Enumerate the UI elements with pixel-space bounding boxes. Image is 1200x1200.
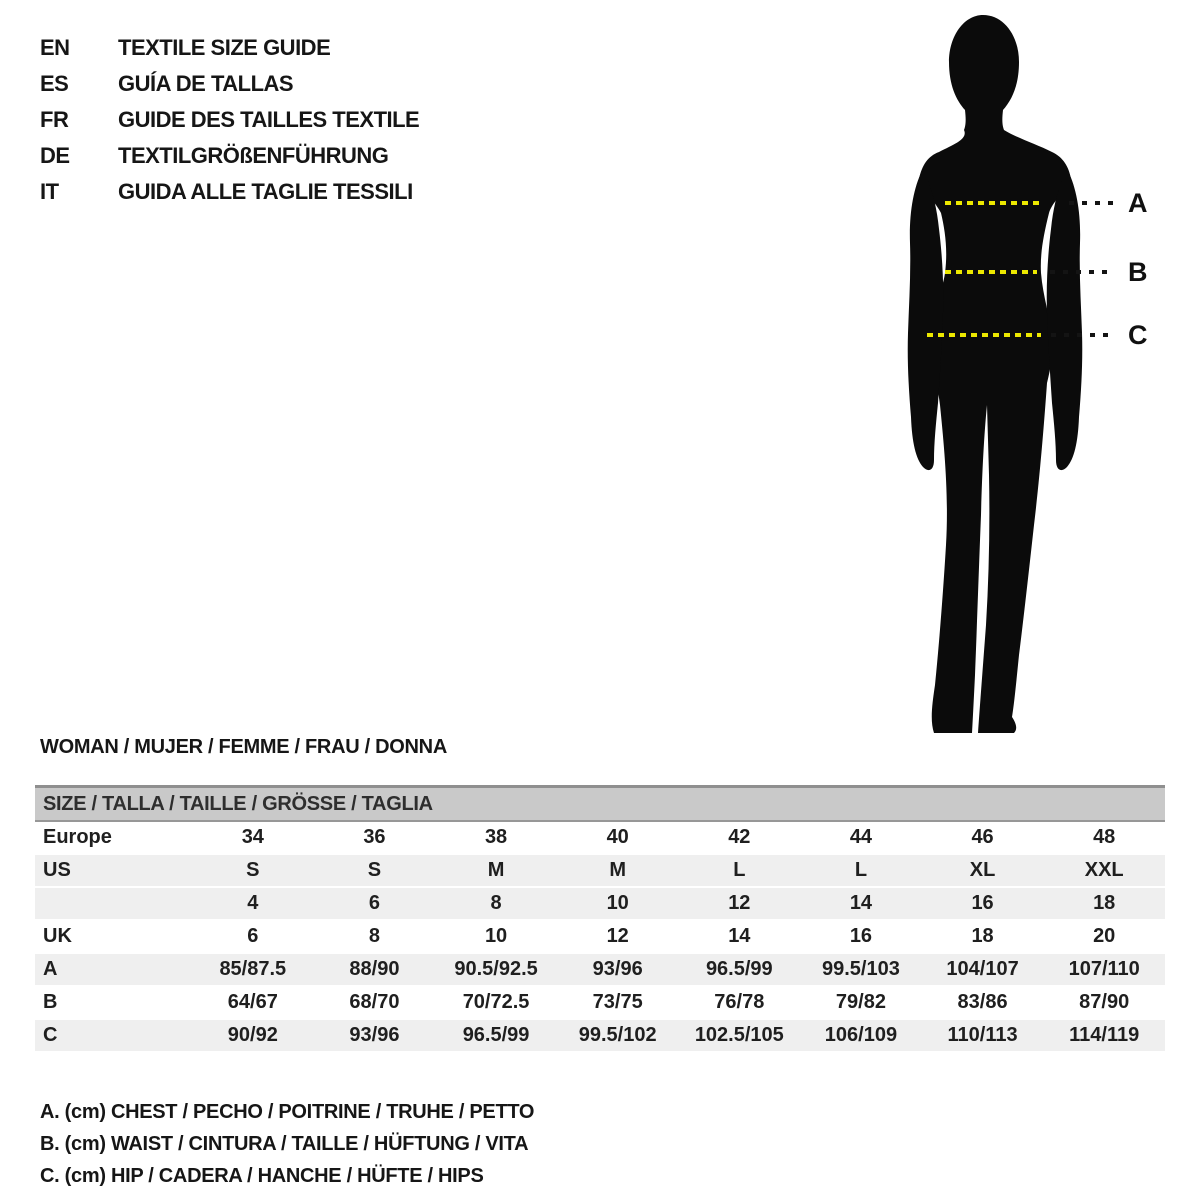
size-cell: 88/90 (349, 958, 400, 980)
guide-title: GUIDE DES TAILLES TEXTILE (118, 107, 420, 132)
table-row-waist (35, 986, 1165, 1019)
table-row-europe (35, 821, 1165, 854)
legend-line-hip: C. (cm) HIP / CADERA / HANCHE / HÜFTE / HIPS (40, 1164, 484, 1187)
table-row-us-number (35, 887, 1165, 920)
size-cell: 10 (484, 925, 508, 947)
size-cell: 96.5/99 (705, 958, 773, 980)
size-cell: 12 (606, 925, 629, 947)
hip-dashed-line (927, 333, 1041, 337)
language-code: DE (40, 143, 70, 168)
size-cell: M (487, 859, 505, 881)
size-cell: 16 (849, 925, 873, 947)
silhouette-body (919, 15, 1071, 733)
size-cell: 104/107 (946, 958, 1019, 980)
chest-dashed-line (945, 201, 1041, 205)
size-cell: 10 (606, 892, 629, 914)
size-cell: 18 (1093, 892, 1116, 914)
waist-dashed-line (945, 270, 1037, 274)
marker-label-a: A (1128, 188, 1148, 218)
size-cell: 73/75 (592, 991, 643, 1013)
waist-dotted-leader (1050, 270, 1115, 274)
size-cell: 93/96 (592, 958, 643, 980)
size-cell: 102.5/105 (694, 1024, 784, 1046)
size-cell: 4 (247, 892, 259, 914)
size-cell: 96.5/99 (462, 1024, 530, 1046)
row-label: UK (43, 925, 72, 947)
table-row-us-letter (35, 854, 1165, 887)
size-cell: 36 (363, 826, 386, 848)
table-row-uk (35, 920, 1165, 953)
legend-line-chest: A. (cm) CHEST / PECHO / POITRINE / TRUHE / PETTO (40, 1100, 535, 1123)
table-row-hip (35, 1019, 1165, 1052)
size-cell: 93/96 (349, 1024, 400, 1046)
row-label: B (43, 991, 58, 1013)
size-cell: 14 (728, 925, 751, 947)
size-cell: 110/113 (947, 1024, 1018, 1046)
size-cell: 8 (368, 925, 380, 947)
size-cell: XL (969, 859, 996, 881)
size-cell: 64/67 (227, 991, 278, 1013)
size-cell: 90/92 (227, 1024, 278, 1046)
size-cell: 40 (606, 826, 629, 848)
language-row-fr (40, 102, 419, 138)
size-cell: 16 (971, 892, 994, 914)
size-cell: 6 (368, 892, 380, 914)
size-table-header: SIZE / TALLA / TAILLE / GRÖSSE / TAGLIA (35, 787, 1165, 822)
size-cell: 79/82 (835, 991, 886, 1013)
language-code: ES (40, 71, 69, 96)
row-label: US (43, 859, 71, 881)
table-row-chest (35, 953, 1165, 986)
size-cell: 107/110 (1068, 958, 1140, 980)
size-cell: 12 (728, 892, 751, 914)
size-cell: 87/90 (1079, 991, 1130, 1013)
size-cell: 44 (849, 826, 873, 848)
language-row-en (40, 30, 419, 66)
measurement-line-hip (0, 320, 1200, 350)
size-cell: 76/78 (714, 991, 765, 1013)
size-cell: L (733, 859, 746, 881)
language-code: EN (40, 35, 70, 60)
hip-dotted-leader (1051, 333, 1113, 337)
guide-title: TEXTILGRÖßENFÜHRUNG (118, 143, 389, 168)
measurement-line-waist (0, 257, 1200, 287)
size-cell: 99.5/103 (822, 958, 900, 980)
size-cell: 14 (849, 892, 873, 914)
row-label: Europe (43, 826, 112, 848)
marker-label-c: C (1128, 320, 1148, 350)
language-list (40, 30, 419, 210)
size-cell: 99.5/102 (578, 1024, 657, 1046)
size-cell: 20 (1093, 925, 1116, 947)
size-cell: XXL (1084, 859, 1124, 881)
size-cell: 38 (484, 826, 508, 848)
size-table-header-row (35, 787, 1165, 822)
size-cell: 85/87.5 (219, 958, 287, 980)
size-cell: 42 (728, 826, 751, 848)
size-cell: S (367, 859, 382, 881)
silhouette-right-arm (1047, 171, 1083, 470)
size-cell: 70/72.5 (462, 991, 530, 1013)
size-cell: 18 (971, 925, 994, 947)
size-cell: M (609, 859, 627, 881)
size-cell: 83/86 (957, 991, 1008, 1013)
legend-line-waist: B. (cm) WAIST / CINTURA / TAILLE / HÜFTUNG / VITA (40, 1132, 529, 1155)
measurement-legend (40, 1096, 534, 1192)
woman-silhouette-image (855, 5, 1135, 745)
row-label: C (43, 1024, 58, 1046)
chest-dotted-leader (1069, 201, 1116, 205)
silhouette-left-arm (908, 171, 944, 470)
size-cell: 114/119 (1069, 1024, 1140, 1046)
size-cell: 68/70 (349, 991, 400, 1013)
size-table (35, 785, 1165, 1053)
size-cell: S (246, 859, 260, 881)
size-cell: 106/109 (824, 1024, 898, 1046)
guide-title: GUIDA ALLE TAGLIE TESSILI (118, 179, 413, 204)
language-code: IT (40, 179, 59, 204)
size-cell: 34 (241, 826, 264, 848)
language-row-de (40, 138, 419, 174)
language-code: FR (40, 107, 69, 132)
marker-label-b: B (1128, 257, 1148, 287)
language-row-es (40, 66, 419, 102)
row-label (35, 887, 192, 920)
size-cell: 8 (490, 892, 502, 914)
size-cell: L (854, 859, 868, 881)
gender-section-title: WOMAN / MUJER / FEMME / FRAU / DONNA (40, 736, 447, 758)
size-cell: 90.5/92.5 (454, 958, 538, 980)
guide-title: GUÍA DE TALLAS (118, 71, 294, 96)
size-cell: 46 (971, 826, 994, 848)
row-label: A (43, 958, 58, 980)
guide-title: TEXTILE SIZE GUIDE (118, 35, 331, 60)
size-cell: 6 (247, 925, 259, 947)
size-cell: 48 (1093, 826, 1116, 848)
